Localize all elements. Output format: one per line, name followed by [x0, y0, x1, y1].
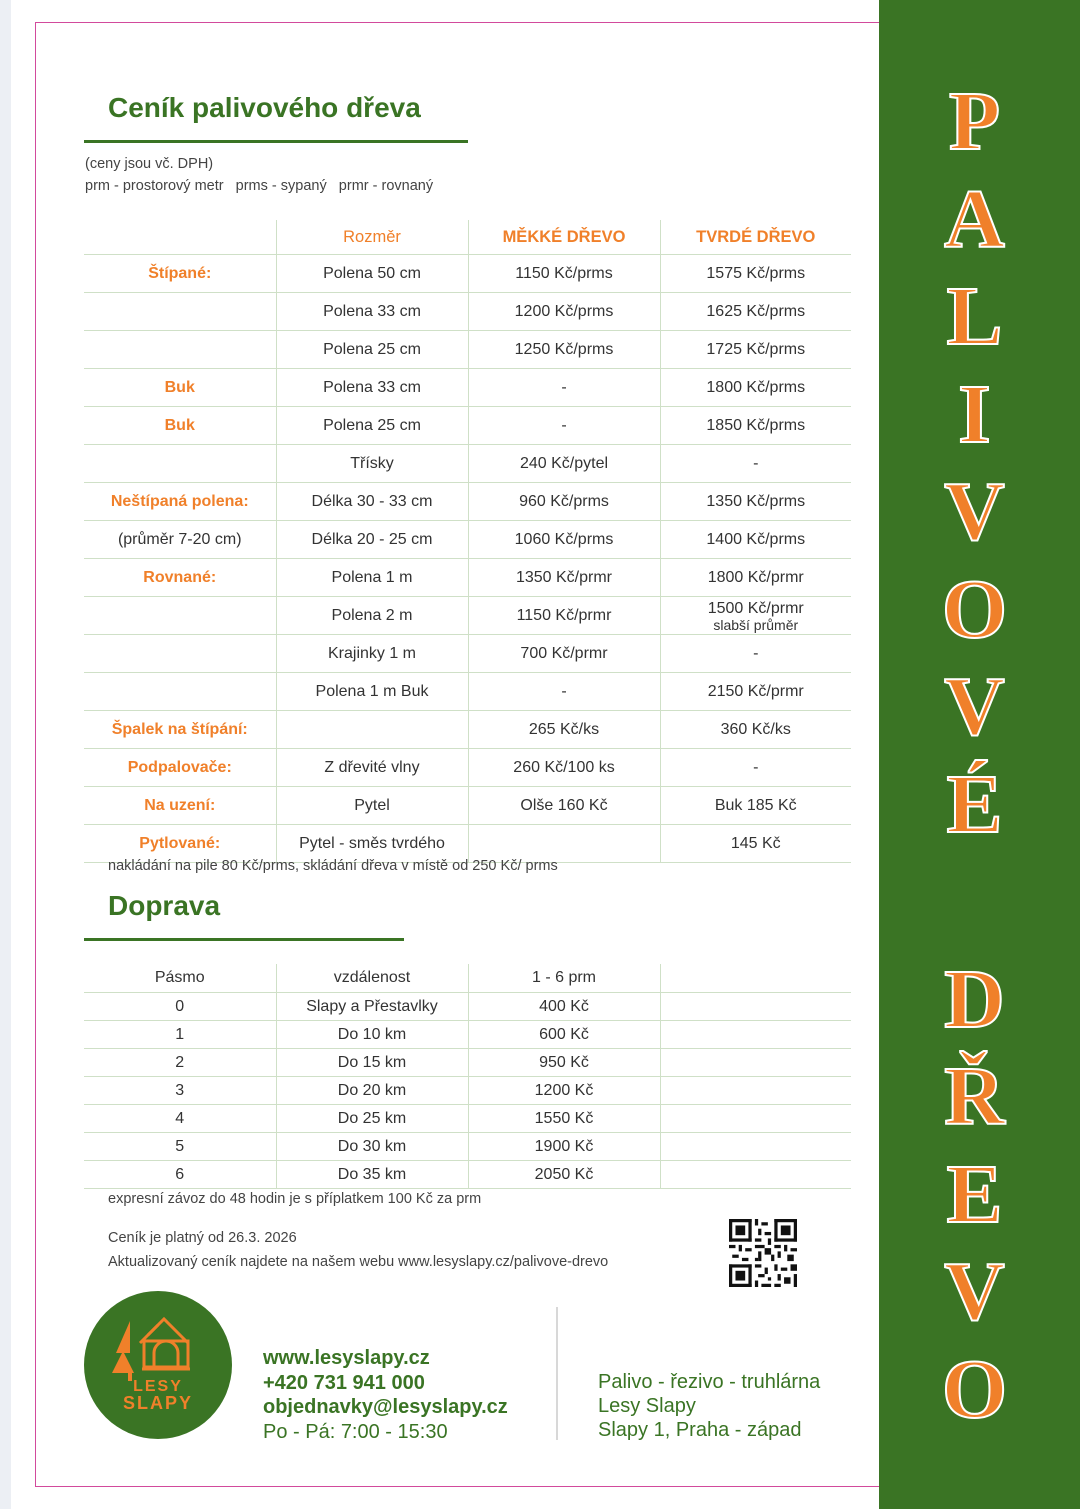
header-hardwood: TVRDÉ DŘEVO [660, 220, 851, 255]
row-hard-price-note: slabší průměr [713, 616, 799, 633]
banner-letter: P [948, 75, 1001, 168]
row-category [84, 445, 276, 483]
row-soft-price: 1150 Kč/prmr [468, 597, 660, 635]
empty-cell [660, 1105, 851, 1133]
row-soft-price: 1200 Kč/prms [468, 293, 660, 331]
table-row [84, 597, 851, 635]
row-hard-price: 1725 Kč/prms [660, 331, 851, 369]
table-row [84, 1133, 851, 1161]
row-hard-price: 1500 Kč/prmr [707, 599, 804, 617]
table-row [84, 825, 851, 863]
company-address: Slapy 1, Praha - západ [598, 1419, 802, 1441]
price: 1550 Kč [468, 1105, 660, 1133]
empty-cell [660, 1133, 851, 1161]
row-soft-price: 960 Kč/prms [468, 483, 660, 521]
express-note: expresní závoz do 48 hodin je s příplatkem 100 Kč za prm [108, 1191, 482, 1207]
row-soft-price: - [468, 369, 660, 407]
zone: 5 [84, 1133, 276, 1161]
price: 600 Kč [468, 1021, 660, 1049]
header-distance: vzdálenost [276, 964, 468, 993]
lesy-slapy-logo [84, 1291, 232, 1439]
table-row [84, 673, 851, 711]
distance: Slapy a Přestavlky [276, 993, 468, 1021]
empty-cell [660, 1049, 851, 1077]
zone: 3 [84, 1077, 276, 1105]
header-zone: Pásmo [84, 964, 276, 993]
price-table [84, 220, 851, 863]
row-size: Polena 33 cm [276, 293, 468, 331]
table-row [84, 445, 851, 483]
table-row [84, 331, 851, 369]
row-soft-price: 1150 Kč/prms [468, 255, 660, 293]
transport-title-underline [84, 938, 404, 941]
header-price: 1 - 6 prm [468, 964, 660, 993]
row-size: Krajinky 1 m [276, 635, 468, 673]
logo-text-line2: SLAPY [122, 1393, 194, 1413]
price: 950 Kč [468, 1049, 660, 1077]
distance: Do 25 km [276, 1105, 468, 1133]
row-soft-price: 700 Kč/prmr [468, 635, 660, 673]
row-hard-price: 1400 Kč/prms [660, 521, 851, 559]
transport-title: Doprava [108, 890, 221, 921]
page-edge [0, 0, 11, 1509]
contact-block [263, 1346, 508, 1444]
row-size: Polena 1 m Buk [276, 673, 468, 711]
logo-text-line1: LESY [133, 1378, 183, 1395]
empty-cell [660, 1161, 851, 1189]
row-soft-price: - [468, 407, 660, 445]
row-category: Na uzení: [84, 787, 276, 825]
email-link[interactable]: objednavky@lesyslapy.cz [263, 1396, 508, 1418]
row-hard-price: - [660, 445, 851, 483]
row-soft-price: - [468, 673, 660, 711]
row-size: Třísky [276, 445, 468, 483]
table-row [84, 635, 851, 673]
company-block [598, 1370, 820, 1442]
distance: Do 20 km [276, 1077, 468, 1105]
row-size: Polena 1 m [276, 559, 468, 597]
table-row [84, 1021, 851, 1049]
transport-header-row [84, 964, 851, 993]
banner-letter: V [944, 1245, 1005, 1338]
zone: 4 [84, 1105, 276, 1133]
company-services: Palivo - řezivo - truhlárna [598, 1371, 821, 1393]
row-hard-price: - [660, 635, 851, 673]
banner-letter: V [944, 465, 1005, 558]
row-category [84, 293, 276, 331]
row-category [84, 331, 276, 369]
row-hard-price: 1575 Kč/prms [660, 255, 851, 293]
row-category-note: (průměr 7-20 cm) [84, 521, 276, 559]
row-size: Délka 30 - 33 cm [276, 483, 468, 521]
row-size: Pytel - směs tvrdého [276, 825, 468, 863]
phone-number[interactable]: +420 731 941 000 [263, 1371, 425, 1394]
row-hard-price: 145 Kč [660, 825, 851, 863]
footer-divider [556, 1307, 558, 1440]
empty-cell [660, 993, 851, 1021]
table-row [84, 1049, 851, 1077]
row-category: Rovnané: [84, 559, 276, 597]
zone: 1 [84, 1021, 276, 1049]
header-softwood: MĚKKÉ DŘEVO [468, 220, 660, 255]
header-empty [660, 964, 851, 993]
row-category: Neštípaná polena: [84, 483, 276, 521]
empty-cell [660, 1021, 851, 1049]
row-hard-price: 360 Kč/ks [660, 711, 851, 749]
units-note: prm - prostorový metr prms - sypaný prmr - rovnaný [85, 178, 434, 194]
distance: Do 10 km [276, 1021, 468, 1049]
row-category: Štípané: [84, 255, 276, 293]
row-category: Buk [84, 407, 276, 445]
row-soft-price: Olše 160 Kč [468, 787, 660, 825]
table-row [84, 369, 851, 407]
row-size: Polena 25 cm [276, 407, 468, 445]
row-size [276, 711, 468, 749]
opening-hours: Po - Pá: 7:00 - 15:30 [263, 1420, 448, 1443]
row-hard-price-with-note [660, 597, 851, 635]
row-soft-price: 1250 Kč/prms [468, 331, 660, 369]
distance: Do 30 km [276, 1133, 468, 1161]
table-row [84, 521, 851, 559]
banner-letter: O [941, 563, 1008, 656]
validity-note: Ceník je platný od 26.3. 2026 [108, 1230, 297, 1246]
banner-letter: I [958, 368, 991, 461]
price: 400 Kč [468, 993, 660, 1021]
zone: 6 [84, 1161, 276, 1189]
row-soft-price [468, 825, 660, 863]
website-link[interactable]: www.lesyslapy.cz [263, 1347, 430, 1369]
table-row [84, 407, 851, 445]
header-empty [84, 220, 276, 255]
row-hard-price: 1350 Kč/prms [660, 483, 851, 521]
row-category: Špalek na štípání: [84, 711, 276, 749]
row-size: Polena 25 cm [276, 331, 468, 369]
banner-letter: L [946, 270, 1003, 363]
banner-letter: E [946, 1148, 1003, 1241]
row-category: Podpalovače: [84, 749, 276, 787]
row-hard-price: 1800 Kč/prms [660, 369, 851, 407]
row-hard-price: 2150 Kč/prmr [660, 673, 851, 711]
zone: 2 [84, 1049, 276, 1077]
distance: Do 35 km [276, 1161, 468, 1189]
row-category [84, 597, 276, 635]
table-row [84, 711, 851, 749]
table-row [84, 1105, 851, 1133]
banner-letter: A [944, 173, 1005, 266]
price: 1200 Kč [468, 1077, 660, 1105]
row-size: Délka 20 - 25 cm [276, 521, 468, 559]
table-row [84, 993, 851, 1021]
banner-letter: V [944, 660, 1005, 753]
row-hard-price: Buk 185 Kč [660, 787, 851, 825]
header-size: Rozměr [276, 220, 468, 255]
row-category [84, 635, 276, 673]
banner-letter: Ř [944, 1050, 1005, 1143]
banner-letter: D [944, 953, 1005, 1046]
house-tree-icon [84, 1291, 232, 1439]
row-hard-price: - [660, 749, 851, 787]
empty-cell [660, 1077, 851, 1105]
row-size: Pytel [276, 787, 468, 825]
vat-note: (ceny jsou vč. DPH) [85, 156, 214, 172]
price: 2050 Kč [468, 1161, 660, 1189]
qr-code [729, 1219, 797, 1287]
company-name: Lesy Slapy [598, 1395, 696, 1417]
row-category: Pytlované: [84, 825, 276, 863]
row-category: Buk [84, 369, 276, 407]
row-hard-price: 1800 Kč/prmr [660, 559, 851, 597]
table-row [84, 1077, 851, 1105]
row-hard-price: 1625 Kč/prms [660, 293, 851, 331]
loading-note: nakládání na pile 80 Kč/prms, skládání dřeva v místě od 250 Kč/ prms [108, 858, 558, 874]
table-row [84, 787, 851, 825]
row-soft-price: 260 Kč/100 ks [468, 749, 660, 787]
transport-table [84, 964, 851, 1189]
web-note: Aktualizovaný ceník najdete na našem webu www.lesyslapy.cz/palivove-drevo [108, 1254, 609, 1270]
zone: 0 [84, 993, 276, 1021]
row-soft-price: 265 Kč/ks [468, 711, 660, 749]
table-row [84, 749, 851, 787]
table-row [84, 483, 851, 521]
row-soft-price: 1350 Kč/prmr [468, 559, 660, 597]
banner-letter: É [946, 758, 1003, 851]
row-size: Polena 2 m [276, 597, 468, 635]
price: 1900 Kč [468, 1133, 660, 1161]
table-row [84, 559, 851, 597]
row-category [84, 673, 276, 711]
row-soft-price: 240 Kč/pytel [468, 445, 660, 483]
table-row [84, 293, 851, 331]
row-soft-price: 1060 Kč/prms [468, 521, 660, 559]
row-hard-price: 1850 Kč/prms [660, 407, 851, 445]
distance: Do 15 km [276, 1049, 468, 1077]
row-size: Polena 33 cm [276, 369, 468, 407]
table-row [84, 255, 851, 293]
row-size: Z dřevité vlny [276, 749, 468, 787]
page-title: Ceník palivového dřeva [108, 92, 421, 123]
price-header-row [84, 220, 851, 255]
banner-letter: O [941, 1343, 1008, 1436]
table-row [84, 1161, 851, 1189]
row-size: Polena 50 cm [276, 255, 468, 293]
title-underline [84, 140, 468, 143]
